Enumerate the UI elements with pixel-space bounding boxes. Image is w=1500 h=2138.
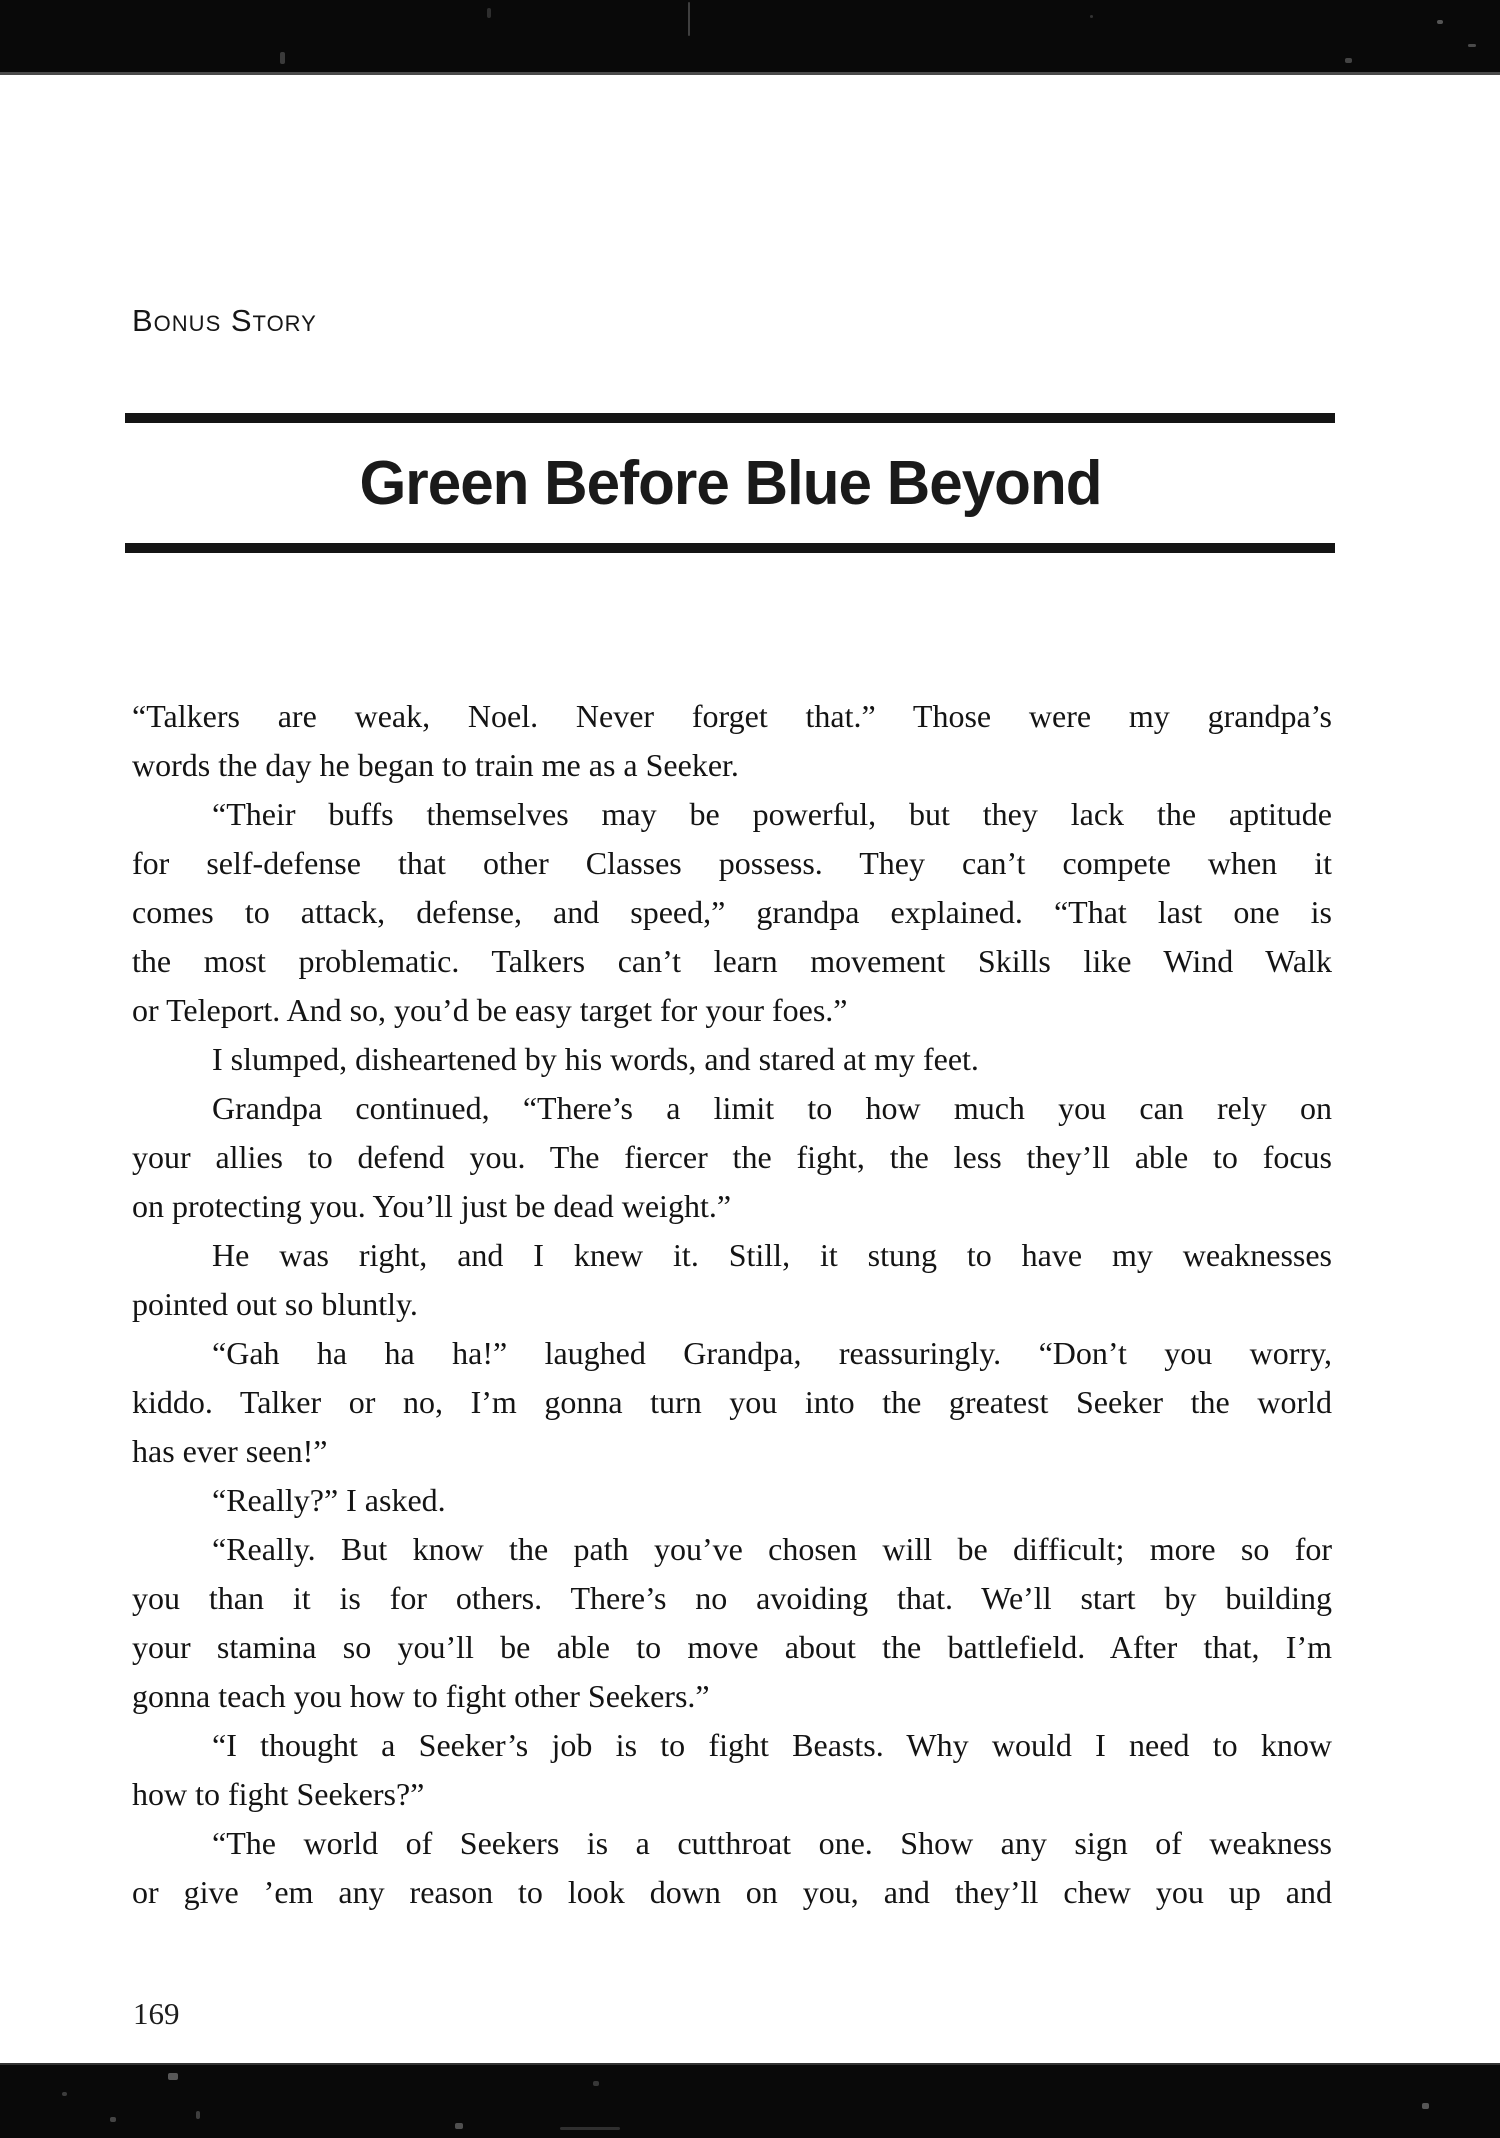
- body-line: or Teleport. And so, you’d be easy target for your foes.”: [132, 992, 848, 1028]
- scan-speck: [1345, 58, 1352, 63]
- body-line: “Their buffs themselves may be powerful, but they lack the aptitude: [212, 796, 1332, 832]
- body-line: “The world of Seekers is a cutthroat one. Show any sign of weakness: [212, 1825, 1332, 1861]
- body-line: “Talkers are weak, Noel. Never forget that.” Those were my grandpa’s: [132, 698, 1332, 734]
- scan-speck: [196, 2111, 200, 2119]
- body-line: how to fight Seekers?”: [132, 1776, 425, 1812]
- body-line: “Gah ha ha ha!” laughed Grandpa, reassuringly. “Don’t you worry,: [212, 1335, 1332, 1371]
- body-line: comes to attack, defense, and speed,” grandpa explained. “That last one is: [132, 894, 1332, 930]
- body-line: the most problematic. Talkers can’t learn movement Skills like Wind Walk: [132, 943, 1332, 979]
- body-line: for self-defense that other Classes possess. They can’t compete when it: [132, 845, 1332, 881]
- body-line: has ever seen!”: [132, 1433, 328, 1469]
- body-line: “Really. But know the path you’ve chosen will be difficult; more so for: [212, 1531, 1332, 1567]
- body-line: gonna teach you how to fight other Seekers.”: [132, 1678, 710, 1714]
- body-line: you than it is for others. There’s no avoiding that. We’ll start by building: [132, 1580, 1332, 1616]
- body-line: your allies to defend you. The fiercer the fight, the less they’ll able to focus: [132, 1139, 1332, 1175]
- body-line: words the day he began to train me as a Seeker.: [132, 747, 739, 783]
- scan-speck: [560, 2127, 620, 2130]
- title-block: [125, 413, 1335, 553]
- body-line: Grandpa continued, “There’s a limit to how much you can rely on: [212, 1090, 1332, 1126]
- body-line: pointed out so bluntly.: [132, 1286, 418, 1322]
- scan-speck: [280, 52, 285, 64]
- body-line: “Really?” I asked.: [212, 1482, 446, 1518]
- scan-speck: [487, 8, 491, 18]
- story-text: [132, 692, 1332, 1917]
- scan-edge-bottom: [0, 2063, 1500, 2138]
- scan-speck: [1437, 20, 1443, 24]
- scan-speck: [455, 2123, 463, 2129]
- body-line: I slumped, disheartened by his words, and stared at my feet.: [212, 1041, 979, 1077]
- body-line: on protecting you. You’ll just be dead weight.”: [132, 1188, 732, 1224]
- page-number: 169: [133, 1996, 180, 2031]
- body-line: “I thought a Seeker’s job is to fight Beasts. Why would I need to know: [212, 1727, 1332, 1763]
- body-line: your stamina so you’ll be able to move about the battlefield. After that, I’m: [132, 1629, 1332, 1665]
- scan-speck: [688, 2, 690, 36]
- scan-speck: [1090, 15, 1093, 18]
- scan-speck: [593, 2081, 599, 2086]
- scan-speck: [62, 2092, 67, 2096]
- body-line: kiddo. Talker or no, I’m gonna turn you into the greatest Seeker the world: [132, 1384, 1332, 1420]
- body-line: or give ’em any reason to look down on you, and they’ll chew you up and: [132, 1874, 1332, 1910]
- section-kicker: Bonus Story: [132, 303, 317, 338]
- chapter-title: Green Before Blue Beyond: [358, 448, 1102, 518]
- scan-speck: [1422, 2103, 1429, 2109]
- body-line: He was right, and I knew it. Still, it stung to have my weaknesses: [212, 1237, 1332, 1273]
- scan-speck: [110, 2117, 116, 2122]
- scan-edge-top: [0, 0, 1500, 75]
- scan-speck: [1468, 44, 1476, 47]
- scan-speck: [168, 2073, 178, 2080]
